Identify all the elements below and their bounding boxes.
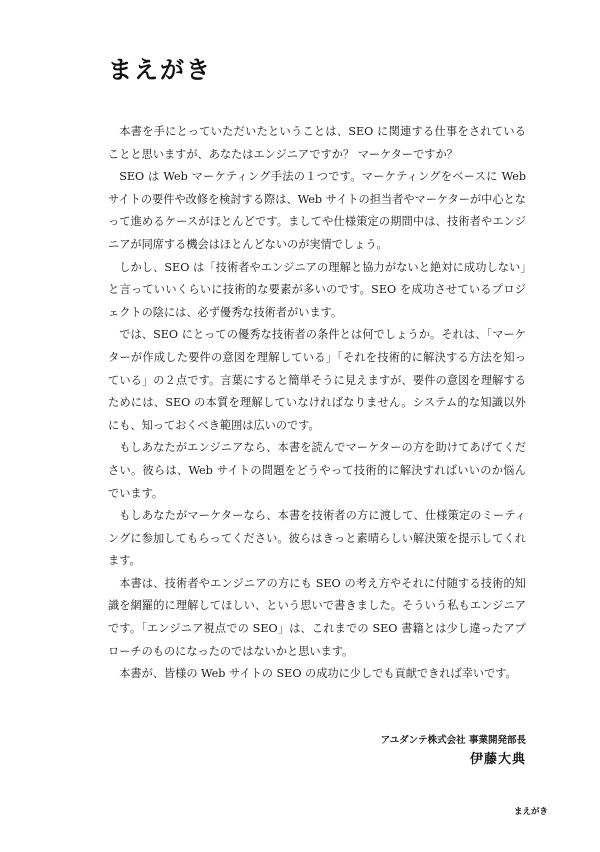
paragraph-3: しかし、SEO は「技術者やエンジニアの理解と協力がないと絶対に成功しない」と言っていいくらいに技術的な要素が多いのです。SEO を成功させているプロジェクトの陰には、必ず優秀な技術者がいます。 — [108, 260, 526, 319]
paragraph-5: もしあなたがエンジニアなら、本書を読んでマーケターの方を助けてあげてください。彼らは、Web サイトの問題をどうやって技術的に解決すればいいのか悩んでいます。 — [108, 441, 526, 500]
author-affiliation: アユダンテ株式会社 事業開発部長 — [380, 735, 526, 746]
paragraph-1: 本書を手にとっていただいたということは、SEO に関連する仕事をされていることと思いますが、あなたはエンジニアですか？ マーケターですか？ — [108, 125, 526, 161]
page-title: まえがき — [108, 56, 212, 84]
paragraph-8: 本書が、皆様の Web サイトの SEO の成功に少しでも貢献できれば幸いです。 — [119, 667, 517, 681]
paragraph-7: 本書は、技術者やエンジニアの方にも SEO の考え方やそれに付随する技術的知識を網羅的に理解してほしい、という思いで書きました。そういう私もエンジニアです。「エンジニア視点での SEO」は、これまでの SEO 書籍とは少し違ったアプローチのものになったのではないかと思います。 — [108, 576, 526, 658]
running-footer-title: まえがき — [513, 807, 548, 817]
paragraph-4: では、SEO にとっての優秀な技術者の条件とは何でしょうか。それは、「マーケターが作成した要件の意図を理解している」「それを技術的に解決する方法を知っている」の２点です。言葉にすると簡単そうに見えますが、要件の意図を理解するためには、SEO の本質を理解していなければなりません。システム的な知識以外にも、知っておくべき範囲は広いのです。 — [108, 328, 526, 432]
author-name: 伊藤大典 — [469, 752, 526, 767]
preface-body — [108, 121, 526, 686]
signature-block — [381, 733, 526, 771]
paragraph-6: もしあなたがマーケターなら、本書を技術者の方に渡して、仕様策定のミーティングに参加してもらってください。彼らはきっと素晴らしい解決策を提示してくれます。 — [108, 509, 526, 568]
paragraph-2: SEO は Web マーケティング手法の１つです。マーケティングをベースに Web サイトの要件や改修を検討する際は、Web サイトの担当者やマーケターが中心となって進めるケースがほとんどです。ましてや仕様策定の期間中は、技術者やエンジニアが同席する機会はほとんどないのが実情でしょう。 — [108, 170, 526, 251]
